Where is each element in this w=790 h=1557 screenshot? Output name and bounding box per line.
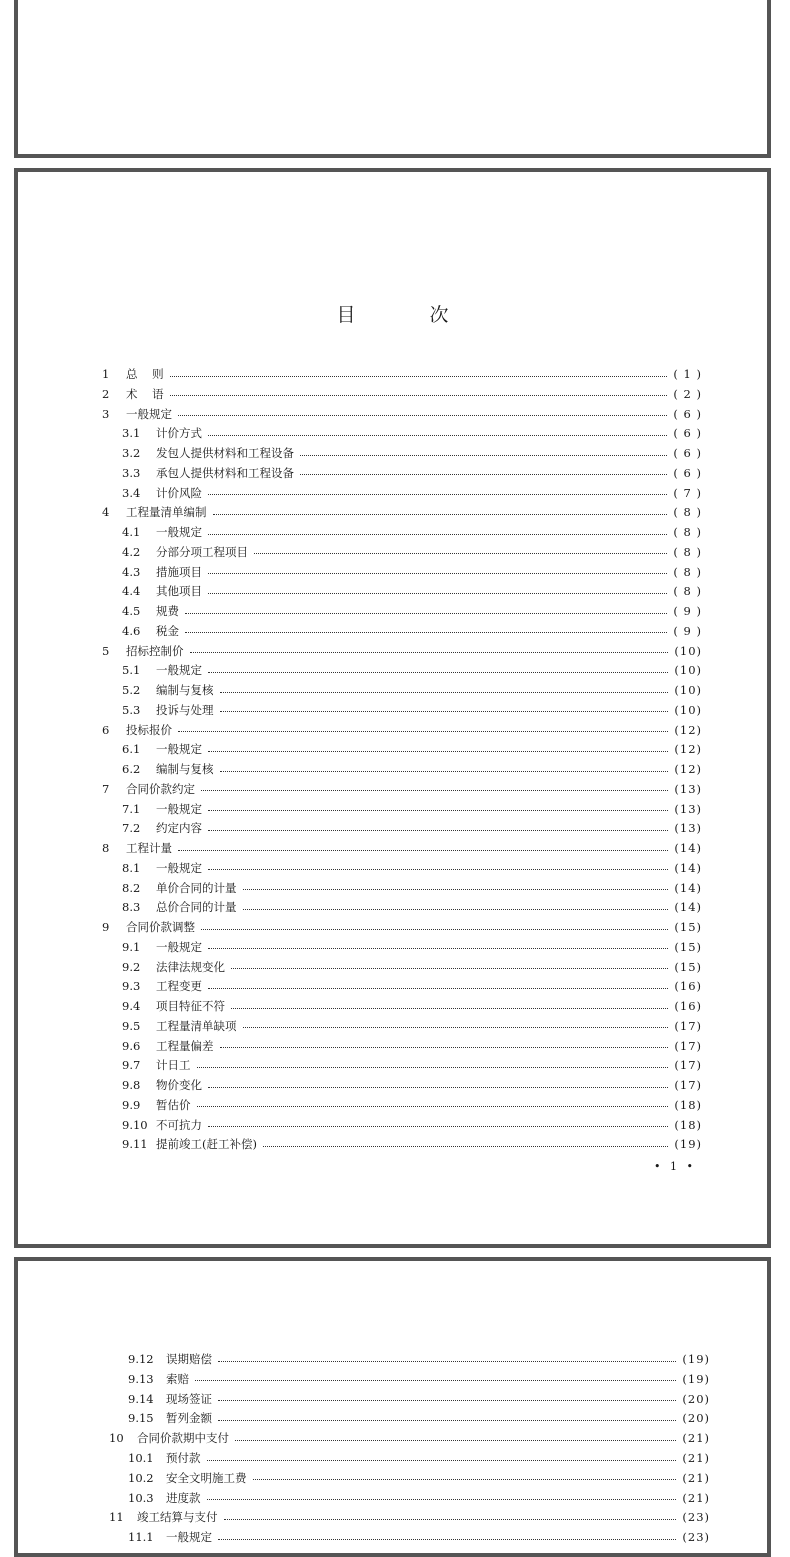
toc-entry-label: 一般规定 [156,525,202,539]
toc-entry-number: 8.1 [122,860,141,875]
toc-entry-page: (17) [674,1038,702,1053]
toc-leader-dots [170,376,668,377]
toc-entry-page: ( 8 ) [673,505,702,520]
toc-entry [122,996,702,1016]
toc-entry-page: (19) [682,1371,710,1386]
toc-entry-page: (21) [682,1470,710,1485]
toc-entry [122,1055,702,1075]
toc-entry [122,542,702,562]
toc-entry-number: 3 [102,406,110,421]
toc-entry-page: (21) [682,1431,710,1446]
toc-entry [128,1448,710,1468]
toc-entry [122,1016,702,1036]
toc-leader-dots [243,889,669,890]
toc-leader-dots [243,909,669,910]
toc-entry-label: 进度款 [166,1490,201,1505]
toc-entry-label: 单价合同的计量 [156,880,237,895]
toc-entry [102,404,702,424]
toc-entry-label: 一般规定 [156,939,202,954]
toc-entry [122,897,702,917]
toc-leader-dots [224,1519,677,1520]
toc-leader-dots [170,395,668,396]
toc-entry [109,1507,710,1527]
toc-entry [102,779,702,799]
toc-leader-dots [208,534,667,535]
toc-leader-dots [208,830,668,831]
toc-entry-number: 9.15 [128,1411,154,1426]
toc-entry-number: 9.10 [122,1117,148,1132]
toc-leader-dots [218,1400,676,1401]
toc-entry-label: 一般规定 [126,406,172,421]
toc-entry-label: 项目特征不符 [156,999,225,1013]
toc-entry-page: (21) [682,1490,710,1505]
toc-entry [122,759,702,779]
toc-leader-dots [207,1499,677,1500]
toc-entry-page: ( 9 ) [673,604,702,618]
toc-entry-page: (13) [674,801,702,816]
toc-leader-dots [208,988,668,989]
toc-entry-number: 3.4 [122,485,141,500]
toc-entry-page: (14) [674,860,702,875]
toc-entry-number: 9.8 [122,1078,141,1092]
toc-entry [122,739,702,759]
toc-entry [102,641,702,661]
toc-leader-dots [197,1106,669,1107]
toc-leader-dots [208,435,667,436]
toc-entry-page: (19) [674,1137,702,1152]
toc-entry-number: 4 [102,505,110,520]
toc-entry-page: ( 8 ) [673,564,702,579]
toc-leader-dots [218,1361,676,1362]
toc-entry [122,463,702,483]
toc-leader-dots [263,1146,668,1147]
toc-entry-number: 4.3 [122,564,141,579]
toc-entry-label: 措施项目 [156,564,202,579]
toc-entry-label: 发包人提供材料和工程设备 [156,446,294,460]
toc-entry-number: 10.1 [128,1451,154,1465]
toc-entry-label: 竣工结算与支付 [137,1510,218,1525]
toc-entry-label: 编制与复核 [156,762,214,776]
toc-entry [128,1468,710,1488]
toc-entry-label: 提前竣工(赶工补偿) [156,1137,257,1152]
toc-entry-label: 计价风险 [156,485,202,500]
toc-entry-label: 分部分项工程项目 [156,544,248,559]
toc-entry-label: 暂列金额 [166,1411,212,1426]
toc-entry-page: (10) [674,702,702,717]
toc-entry [122,601,702,621]
toc-entry-label: 计价方式 [156,426,202,441]
toc-entry-label: 一般规定 [156,860,202,875]
toc-leader-dots [208,593,667,594]
toc-entry-page: (18) [674,1117,702,1132]
toc-entry-label: 约定内容 [156,821,202,836]
toc-entry-number: 9.14 [128,1391,154,1406]
toc-entry [122,562,702,582]
toc-leader-dots [178,850,668,851]
toc-entry-number: 9.11 [122,1137,148,1152]
toc-entry-label: 不可抗力 [156,1117,202,1132]
toc-page-2 [14,1257,771,1557]
toc-leader-dots [218,1539,676,1540]
toc-entry-number: 5.2 [122,683,141,697]
toc-entry-number: 6.2 [122,762,141,776]
toc-leader-dots [243,1027,669,1028]
toc-entry [128,1369,710,1389]
toc-entry [122,522,702,542]
toc-entry-label: 招标控制价 [126,643,184,658]
toc-entry-label: 暂估价 [156,1097,191,1112]
toc-entry [102,720,702,740]
toc-entry [122,957,702,977]
toc-leader-dots [218,1420,676,1421]
toc-entry-number: 9.12 [128,1352,154,1366]
toc-entry-label: 索赔 [166,1371,189,1386]
toc-entry-label: 物价变化 [156,1078,202,1092]
toc-entry [122,878,702,898]
toc-entry-label: 一般规定 [156,742,202,757]
toc-entry-page: (14) [674,900,702,915]
toc-entry-number: 10 [109,1431,124,1446]
toc-leader-dots [220,692,669,693]
toc-entry-label: 其他项目 [156,584,202,599]
toc-entry-label: 工程量清单编制 [126,505,207,520]
toc-leader-dots [190,652,669,653]
toc-leader-dots [207,1460,677,1461]
toc-entry-page: ( 6 ) [673,406,702,421]
toc-entry-label: 工程变更 [156,979,202,994]
toc-entry-page: (12) [674,742,702,757]
toc-entry-page: (13) [674,781,702,796]
toc-entry-label: 预付款 [166,1451,201,1465]
toc-entry [122,937,702,957]
toc-leader-dots [208,1126,668,1127]
toc-leader-dots [220,771,669,772]
toc-entry-page: ( 8 ) [673,584,702,599]
toc-entry-page: (14) [674,880,702,895]
toc-entry-number: 9.4 [122,999,141,1013]
toc-entry-number: 11.1 [128,1530,154,1545]
toc-entry-number: 9.9 [122,1097,141,1112]
toc-entry [102,364,702,384]
toc-title: 目 次 [336,304,483,326]
toc-entry-page: ( 7 ) [673,485,702,500]
toc-entry-number: 6.1 [122,742,141,757]
toc-entry [122,660,702,680]
toc-entry-label: 法律法规变化 [156,959,225,974]
toc-leader-dots [300,455,667,456]
toc-entry-number: 9.13 [128,1371,154,1386]
toc-entry [128,1527,710,1547]
toc-entry [122,858,702,878]
page-number: • 1 • [654,1160,696,1173]
toc-entry-label: 工程计量 [126,841,172,855]
toc-entry-page: (17) [674,1078,702,1092]
toc-entry-number: 10.3 [128,1490,154,1505]
toc-entry-label: 投诉与处理 [156,702,214,717]
toc-entry-page: (18) [674,1097,702,1112]
previous-page-sheet [14,0,771,158]
toc-entry [102,917,702,937]
toc-leader-dots [220,1047,669,1048]
toc-entry-page: (10) [674,663,702,678]
toc-leader-dots [201,929,668,930]
toc-entry-label: 规费 [156,604,179,618]
toc-leader-dots [201,790,668,791]
toc-entry-label: 工程量清单缺项 [156,1018,237,1033]
toc-entry [122,581,702,601]
toc-entry-page: (23) [682,1510,710,1525]
toc-entry [102,384,702,404]
toc-entry-number: 9.5 [122,1018,141,1033]
toc-leader-dots [197,1067,669,1068]
toc-entry-number: 9.3 [122,979,141,994]
toc-entry [122,621,702,641]
toc-leader-dots [254,553,667,554]
toc-entry-page: ( 1 ) [673,367,702,381]
toc-entry-page: (12) [674,722,702,737]
toc-entry [122,1134,702,1154]
toc-leader-dots [208,810,668,811]
toc-leader-dots [208,751,668,752]
toc-entry-number: 3.1 [122,426,141,441]
toc-entry-number: 2 [102,386,110,401]
toc-entry-label: 税金 [156,623,179,638]
toc-entry-label: 工程量偏差 [156,1038,214,1053]
toc-entry [122,483,702,503]
toc-entry [128,1389,710,1409]
toc-entry [109,1428,710,1448]
toc-entry-number: 3.3 [122,465,141,480]
toc-leader-dots [300,474,667,475]
toc-entry-number: 1 [102,367,110,381]
toc-entry-number: 9 [102,920,110,934]
toc-entry-number: 7.1 [122,801,141,816]
toc-entry-page: (17) [674,1018,702,1033]
toc-entry [122,818,702,838]
toc-leader-dots [195,1380,676,1381]
toc-entry-label: 安全文明施工费 [166,1470,247,1485]
toc-leader-dots [208,869,668,870]
toc-entry-number: 9.1 [122,939,141,954]
toc-entry [122,799,702,819]
toc-entry [122,680,702,700]
toc-entry-number: 4.2 [122,544,141,559]
toc-entry-page: (12) [674,762,702,776]
toc-entry-page: ( 6 ) [673,465,702,480]
toc-entry-number: 4.5 [122,604,141,618]
toc-entry-number: 9.6 [122,1038,141,1053]
toc-entry-page: (21) [682,1451,710,1465]
toc-entry-page: ( 2 ) [673,386,702,401]
toc-entry-label: 投标报价 [126,722,172,737]
toc-leader-dots [208,494,667,495]
toc-entry [122,1115,702,1135]
toc-entry-label: 合同价款约定 [126,781,195,796]
toc-entry [128,1408,710,1428]
toc-entry-number: 8.2 [122,880,141,895]
toc-entry-number: 8 [102,841,110,855]
toc-page-1 [14,168,771,1248]
toc-leader-dots [185,613,667,614]
toc-entry [122,976,702,996]
toc-leader-dots [213,514,668,515]
toc-entry [122,1075,702,1095]
toc-entry-number: 4.4 [122,584,141,599]
toc-entry-number: 3.2 [122,446,141,460]
toc-entry-number: 9.7 [122,1058,141,1073]
toc-entry-page: ( 9 ) [673,623,702,638]
toc-entry-page: (10) [674,683,702,697]
toc-entry-page: (15) [674,920,702,934]
toc-entry-page: (13) [674,821,702,836]
toc-leader-dots [253,1479,677,1480]
toc-entry [122,1095,702,1115]
toc-entry-page: ( 8 ) [673,544,702,559]
toc-entry-label: 总价合同的计量 [156,900,237,915]
toc-entry [128,1488,710,1508]
toc-entry [122,700,702,720]
toc-entry-page: (15) [674,959,702,974]
toc-entry-label: 计日工 [156,1058,191,1073]
toc-entry-page: (17) [674,1058,702,1073]
toc-leader-dots [178,731,668,732]
toc-entry-page: ( 8 ) [673,525,702,539]
toc-leader-dots [231,1008,668,1009]
toc-entry [128,1349,710,1369]
toc-entry-page: (23) [682,1530,710,1545]
toc-entry-number: 4.1 [122,525,141,539]
toc-entry-number: 5.1 [122,663,141,678]
toc-entry-number: 9.2 [122,959,141,974]
toc-leader-dots [208,573,667,574]
toc-entry-number: 4.6 [122,623,141,638]
toc-entry-page: (20) [682,1391,710,1406]
toc-entry-number: 5 [102,643,110,658]
toc-entry-page: (16) [674,999,702,1013]
toc-entry-page: (10) [674,643,702,658]
toc-entry-number: 10.2 [128,1470,154,1485]
toc-entry-page: (16) [674,979,702,994]
toc-entry-label: 一般规定 [166,1530,212,1545]
toc-entry-label: 承包人提供材料和工程设备 [156,465,294,480]
toc-entry-label: 一般规定 [156,663,202,678]
toc-entry-number: 5.3 [122,702,141,717]
toc-entry-label: 一般规定 [156,801,202,816]
toc-entry-page: ( 6 ) [673,446,702,460]
toc-leader-dots [185,632,667,633]
toc-entry-page: ( 6 ) [673,426,702,441]
toc-leader-dots [178,415,667,416]
toc-entry-number: 6 [102,722,110,737]
toc-entry [122,443,702,463]
toc-entry-label: 术 语 [126,386,164,401]
toc-entry [122,1036,702,1056]
toc-entry-label: 现场签证 [166,1391,212,1406]
toc-entry-number: 11 [109,1510,124,1525]
toc-leader-dots [235,1440,676,1441]
toc-entry-number: 7 [102,781,110,796]
toc-entry-label: 合同价款期中支付 [137,1431,229,1446]
toc-entry-page: (19) [682,1352,710,1366]
toc-leader-dots [231,968,668,969]
toc-leader-dots [208,1087,668,1088]
toc-entry [122,423,702,443]
toc-entry [102,502,702,522]
toc-entry [102,838,702,858]
toc-leader-dots [208,948,668,949]
toc-entry-label: 总 则 [126,367,164,381]
toc-entry-label: 编制与复核 [156,683,214,697]
toc-leader-dots [208,672,668,673]
toc-entry-page: (14) [674,841,702,855]
toc-entry-number: 7.2 [122,821,141,836]
toc-entry-page: (20) [682,1411,710,1426]
toc-entry-label: 误期赔偿 [166,1352,212,1366]
toc-entry-page: (15) [674,939,702,954]
toc-entry-number: 8.3 [122,900,141,915]
toc-leader-dots [220,711,669,712]
toc-entry-label: 合同价款调整 [126,920,195,934]
